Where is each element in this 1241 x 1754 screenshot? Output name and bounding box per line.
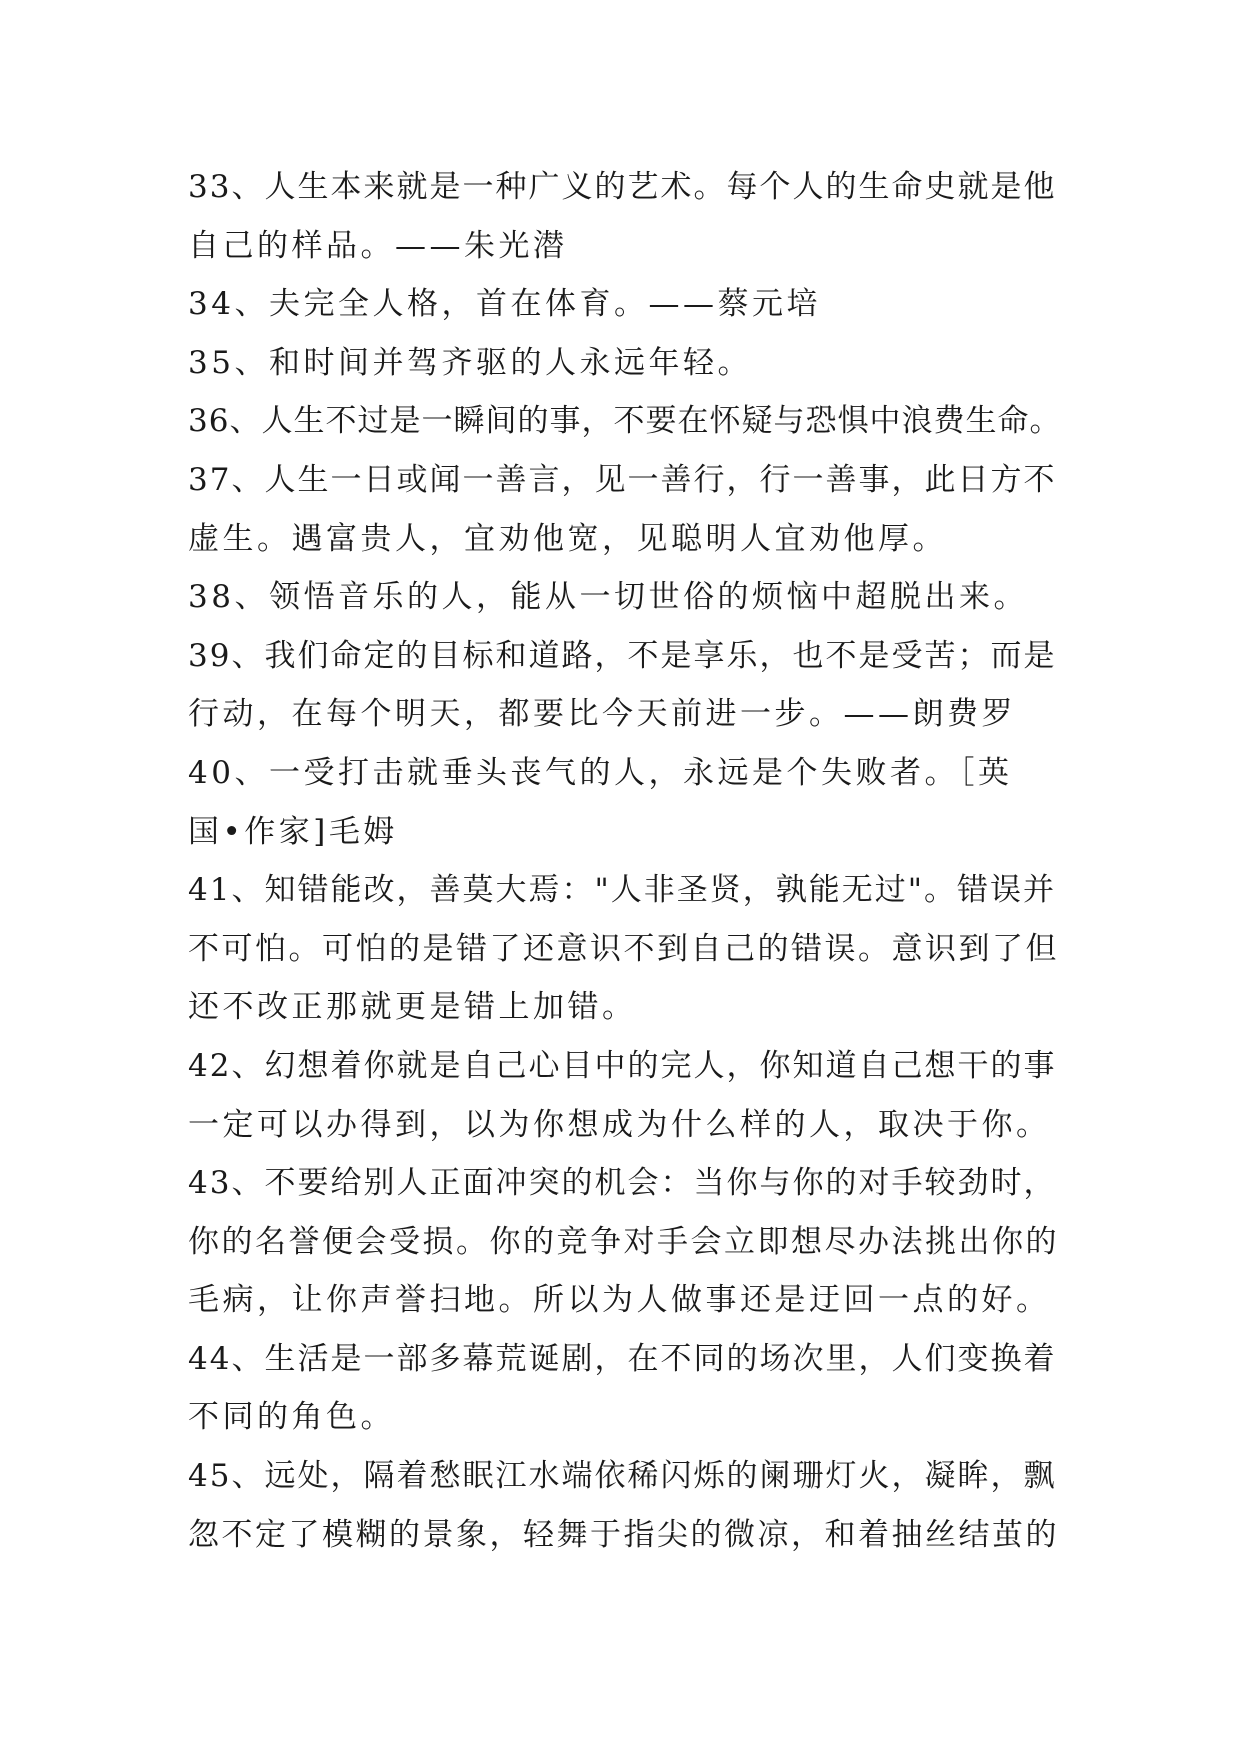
text-line: 40、一受打击就垂头丧气的人，永远是个失败者。［英: [188, 754, 1013, 791]
text-line: 41、知错能改，善莫大焉："人非圣贤，孰能无过"。错误并: [188, 872, 1056, 909]
text-line: 你的名誉便会受损。你的竞争对手会立即想尽办法挑出你的: [188, 1223, 1059, 1260]
text-line: 35、和时间并驾齐驱的人永远年轻。: [188, 344, 752, 381]
text-line: 39、我们命定的目标和道路，不是享乐，也不是受苦；而是: [188, 637, 1057, 674]
text-line: 毛病，让你声誉扫地。所以为人做事还是迂回一点的好。: [188, 1282, 1051, 1319]
text-line: 36、人生不过是一瞬间的事，不要在怀疑与恐惧中浪费生命。: [188, 403, 1062, 440]
text-line: 自己的样品。——朱光潜: [188, 227, 568, 264]
text-line: 34、夫完全人格，首在体育。——蔡元培: [188, 286, 821, 323]
text-line: 43、不要给别人正面冲突的机会：当你与你的对手较劲时，: [188, 1165, 1057, 1202]
text-line: 42、幻想着你就是自己心目中的完人，你知道自己想干的事: [188, 1047, 1057, 1084]
text-line: 不同的角色。: [188, 1399, 395, 1436]
text-line: 44、生活是一部多幕荒诞剧，在不同的场次里，人们变换着: [188, 1340, 1057, 1377]
text-line: 45、远处，隔着愁眠江水端依稀闪烁的阑珊灯火，凝眸，飘: [188, 1458, 1057, 1495]
text-line: 虚生。遇富贵人，宜劝他宽，见聪明人宜劝他厚。: [188, 520, 947, 557]
text-line: 一定可以办得到，以为你想成为什么样的人，取决于你。: [188, 1106, 1051, 1143]
text-line: 还不改正那就更是错上加错。: [188, 989, 637, 1026]
text-line: 行动，在每个明天，都要比今天前进一步。——朗费罗: [188, 696, 1016, 733]
text-line: 国•作家]毛姆: [188, 813, 398, 850]
text-line: 38、领悟音乐的人，能从一切世俗的烦恼中超脱出来。: [188, 579, 1028, 616]
text-line: 37、人生一日或闻一善言，见一善行，行一善事，此日方不: [188, 461, 1057, 498]
text-line: 不可怕。可怕的是错了还意识不到自己的错误。意识到了但: [188, 930, 1059, 967]
text-line: 忽不定了模糊的景象，轻舞于指尖的微凉，和着抽丝结茧的: [188, 1516, 1059, 1553]
text-line: 33、人生本来就是一种广义的艺术。每个人的生命史就是他: [188, 169, 1057, 205]
document-body: [188, 158, 1068, 1564]
